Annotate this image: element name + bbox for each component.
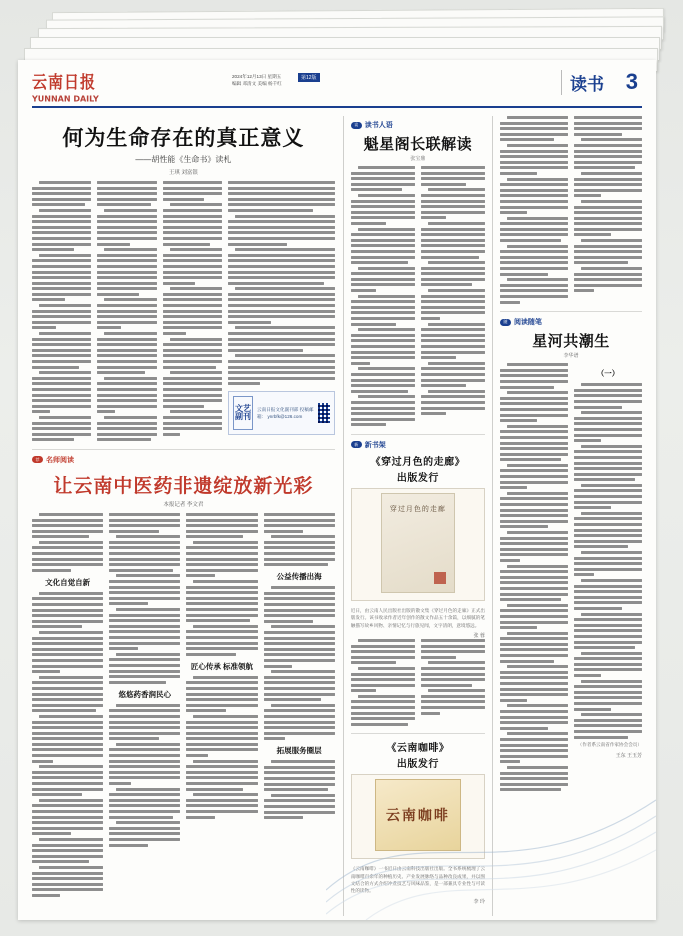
column-middle	[344, 116, 493, 916]
text-column	[32, 181, 91, 444]
right-story-headline: 星河共潮生	[532, 332, 610, 351]
text-column	[574, 116, 642, 306]
column-left	[32, 116, 344, 916]
page-number: 3	[625, 69, 638, 94]
book2-signature: 李 玲	[473, 898, 485, 905]
tag-bullet-icon: 随	[500, 319, 511, 326]
text-column	[109, 513, 180, 900]
text-column	[97, 181, 156, 444]
lead-headline: 何为生命存在的真正意义	[62, 126, 305, 150]
book2-cover-title: 云南咖啡	[385, 808, 450, 825]
book2-subtitle: 出版发行	[396, 759, 439, 771]
tag-label: 阅读随笔	[513, 319, 542, 327]
lead-continuation	[500, 116, 642, 306]
mid-story-body	[351, 166, 485, 429]
text-column	[163, 181, 222, 444]
text-column	[500, 363, 568, 794]
submission-ad-box[interactable]	[228, 391, 335, 435]
book2-caption: 《云南咖啡》一书近日由云南科技出版社出版。全书系统梳理了云南咖啡百余年的种植历史、产业发展脉络与品种改良成果，并以图文结合的方式介绍冲煮技艺与风味品鉴，是一部兼具专业性与可读性的读物。	[350, 866, 485, 894]
book1-signature: 张 蓉	[473, 632, 485, 639]
masthead-meta	[232, 74, 352, 88]
book1-cover-title: 穿过月色的走廊	[389, 505, 446, 513]
book1-cover-image	[381, 493, 455, 593]
left-story-subhead-5: 拓展服务圈层	[276, 746, 322, 756]
text-column	[32, 513, 103, 900]
lead-article-body	[32, 181, 335, 444]
book2-card[interactable]	[351, 774, 485, 859]
left-story-subhead-3: 匠心传承 标准领航	[190, 661, 254, 671]
right-story-signature: 王东 王玉芳	[615, 752, 642, 759]
mid-filler-body	[351, 639, 485, 729]
tag-label: 新书架	[364, 441, 386, 449]
text-column	[186, 513, 257, 900]
right-story-subhead: （一）	[596, 369, 620, 379]
book2-title: 《云南咖啡》	[386, 743, 450, 755]
masthead-date: 2024年12月13日 星期五	[232, 74, 282, 79]
text-column	[421, 639, 485, 729]
text-column	[421, 166, 485, 429]
book1-title: 《穿过月色的走廊》	[370, 456, 466, 468]
left-story-subhead-1: 文化自觉自新	[45, 577, 91, 587]
masthead	[32, 70, 642, 108]
left-story-byline: 本报记者 李文君	[163, 501, 204, 508]
tag-bullet-icon: 荐	[32, 456, 43, 463]
tag-bullet-icon: 谈	[351, 122, 362, 129]
text-column	[264, 513, 335, 900]
rubric-tag-readers-voice	[351, 120, 485, 130]
tag-bullet-icon: 新	[351, 441, 362, 448]
text-column	[351, 639, 415, 729]
book2-cover-image	[375, 779, 461, 851]
text-column	[500, 116, 568, 306]
left-story-body	[32, 513, 335, 900]
masthead-editors: 编辑 邓清文 美编 杨千红	[232, 80, 282, 86]
logo-main: 云南日报	[32, 72, 97, 93]
rubric-tag-new-books	[351, 440, 485, 450]
text-column	[351, 166, 415, 429]
left-story-headline: 让云南中医药非遗绽放新光彩	[53, 474, 314, 497]
tag-label: 名师阅读	[46, 456, 74, 464]
newspaper-logo	[32, 70, 99, 105]
lead-subhead: ——胡性能《生命书》读札	[135, 155, 232, 164]
text-column	[574, 363, 642, 794]
text-column	[228, 181, 335, 444]
masthead-edition-badge: 第12版	[298, 73, 320, 82]
divider	[351, 434, 485, 435]
left-story-subhead-4: 公益传播出海	[276, 572, 322, 582]
lead-byline: 王琪 刘富银	[168, 170, 198, 176]
left-story-subhead-2: 悠悠药香润民心	[118, 689, 172, 699]
logo-sub: YUNNAN DAILY	[32, 94, 99, 104]
right-story-byline: 李华谱	[563, 353, 579, 360]
right-story-end-note: （作者系云南省作家协会会员）	[577, 742, 642, 748]
mid-story-headline: 魁星阁长联解读	[363, 135, 473, 153]
right-story-body	[500, 363, 642, 794]
tag-label: 读书人语	[364, 122, 393, 129]
column-right	[493, 116, 642, 916]
book1-caption: 近日，由云南人民出版社出版的散文集《穿过月色的走廊》正式出版发行。该书收录作者近年创作的散文作品五十余篇，以细腻的笔触描写故乡风物、亲情记忆与行旅见闻，文字清朗，意境悠远。	[350, 607, 485, 628]
mid-story-byline: 张宝鼎	[410, 156, 426, 162]
ad-text: 云南日报文化副刊部 投稿邮箱： ynrbfk@126.com	[257, 407, 314, 420]
qr-code-icon[interactable]	[318, 403, 329, 423]
book1-subtitle: 出版发行	[396, 472, 439, 484]
divider	[351, 733, 485, 734]
page-body	[32, 116, 642, 916]
divider	[500, 311, 642, 312]
rubric-tag-masters-reading	[32, 455, 335, 465]
section-title: 读书	[561, 70, 604, 95]
book1-card[interactable]	[351, 488, 485, 601]
cover-seal-icon	[434, 572, 446, 584]
rubric-tag-reading-notes	[500, 317, 642, 327]
newspaper-page	[18, 60, 656, 920]
ad-logo: 文艺 副刊	[233, 396, 253, 430]
divider	[32, 449, 335, 450]
